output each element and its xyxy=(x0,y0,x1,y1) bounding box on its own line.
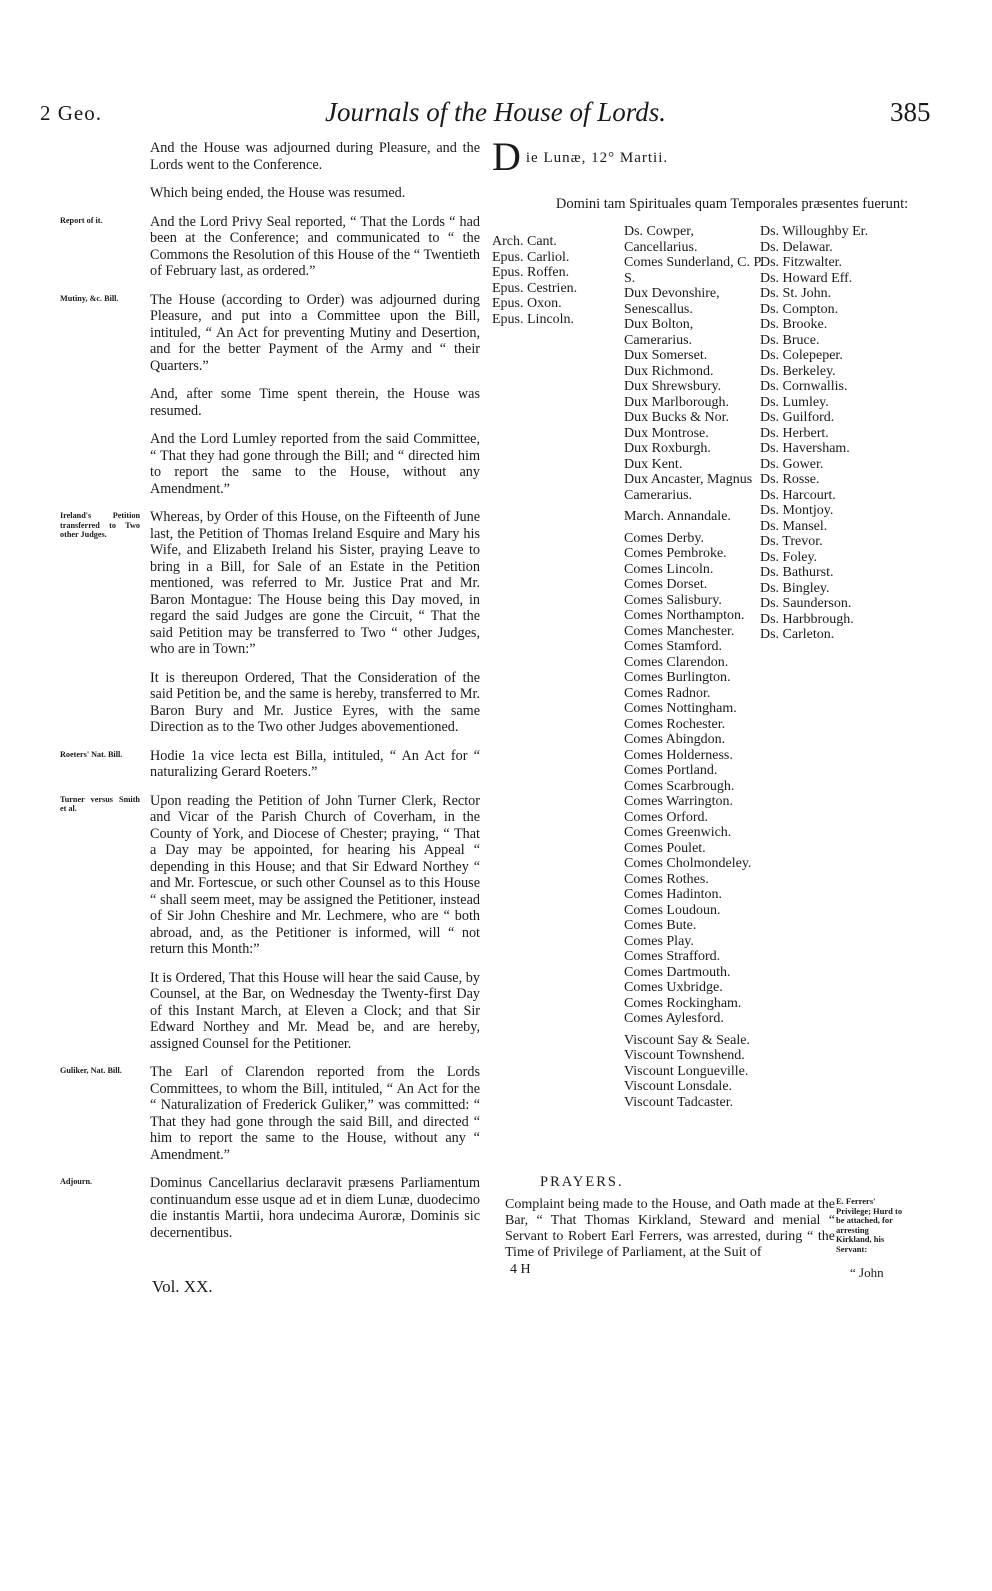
lord-entry: Dux Kent. xyxy=(624,456,683,472)
lord-entry: Ds. Bingley. xyxy=(760,580,830,596)
entry-paragraph xyxy=(60,291,480,375)
lord-entry: Comes Clarendon. xyxy=(624,654,729,670)
lord-entry: Dux Bolton, Camerarius. xyxy=(624,317,694,348)
lord-entry: Ds. Carleton. xyxy=(760,627,835,642)
lord-entry: Comes Greenwich. xyxy=(624,825,732,840)
lord-entry: Comes Dorset. xyxy=(624,577,708,592)
lord-entry: Comes Bute. xyxy=(624,918,697,933)
entry-paragraph xyxy=(60,1064,480,1163)
complaint-paragraph: Complaint being made to the House, and Oath made at the Bar, “ That Thomas Kirkland, Steward and menial “ Servant to Robert Earl Ferrers, was arrested, during “ the Time of Privilege of Parliament, at the Suit of xyxy=(505,1197,835,1260)
entry-paragraph xyxy=(60,509,480,658)
entry-text: Dominus Cancellarius declaravit præsens Parliamentum continuandum esse usque ad et in diem Lunæ, duodecimo die instantis Martii, hora undecima Auroræ, Dominis sic decernentibus. xyxy=(150,1175,480,1241)
lord-entry: Comes Pembroke. xyxy=(624,546,727,561)
lord-entry: Dux Bucks & Nor. xyxy=(624,410,729,425)
lord-entry: Ds. Bruce. xyxy=(760,332,820,348)
entry-paragraph xyxy=(150,431,480,497)
lord-entry: Ds. Rosse. xyxy=(760,472,820,487)
lord-entry: Epus. Cestrien. xyxy=(492,280,578,296)
lord-entry: Comes Abingdon. xyxy=(624,732,726,747)
entry-text: It is thereupon Ordered, That the Consideration of the said Petition be, and the same is hereby, transferred to Mr. Baron Bury and Mr. Justice Eyres, with the same Direction as to the Two other Judges abovementioned. xyxy=(150,669,480,735)
lord-entry: Viscount Townshend. xyxy=(624,1048,745,1063)
entry-paragraph xyxy=(60,747,480,781)
margin-note: Mutiny, &c. Bill. xyxy=(60,293,119,303)
entry-paragraph xyxy=(150,386,480,419)
lord-entry: Ds. Gower. xyxy=(760,456,824,472)
lord-entry: Viscount Tadcaster. xyxy=(624,1094,734,1110)
margin-note: Turner versus Smith et al. xyxy=(60,794,140,813)
lord-entry: Ds. Montjoy. xyxy=(760,503,834,518)
prayers-heading: PRAYERS. xyxy=(540,1174,624,1190)
entry-paragraph xyxy=(60,1175,480,1241)
lord-entry: Dux Devonshire, Senescallus. xyxy=(624,286,720,317)
lord-entry: Ds. Harbbrough. xyxy=(760,611,854,627)
lord-entry: Comes Poulet. xyxy=(624,840,706,856)
sitting-date: Die Lunæ, 12° Martii. xyxy=(492,134,669,179)
lord-entry: Ds. Bathurst. xyxy=(760,565,834,580)
lord-entry: Comes Rochester. xyxy=(624,716,726,732)
margin-note: Adjourn. xyxy=(60,1177,93,1186)
lord-entry: Epus. Carliol. xyxy=(492,249,570,265)
lord-entry: Ds. Fitzwalter. xyxy=(760,255,843,270)
entry-text: And the House was adjourned during Pleasure, and the Lords went to the Conference. xyxy=(150,140,480,173)
lord-entry: Ds. Berkeley. xyxy=(760,363,836,379)
lord-entry: Comes Rothes. xyxy=(624,871,709,887)
lord-entry: Ds. Compton. xyxy=(760,301,839,317)
lord-entry: Ds. Saunderson. xyxy=(760,596,852,611)
lord-entry: Comes Nottingham. xyxy=(624,701,737,716)
entry-paragraph xyxy=(60,213,480,280)
entry-text: And, after some Time spent therein, the House was resumed. xyxy=(150,386,480,419)
lord-entry: Ds. St. John. xyxy=(760,286,832,301)
lord-entry: Ds. Guilford. xyxy=(760,410,835,425)
lord-entry: Comes Uxbridge. xyxy=(624,980,723,995)
lord-entry: Ds. Brooke. xyxy=(760,317,828,332)
attendance-list xyxy=(492,224,972,1204)
margin-note: Roeters' Nat. Bill. xyxy=(60,749,123,759)
lord-entry: Comes Sunderland, C. P. S. xyxy=(624,255,764,286)
lord-entry: Ds. Trevor. xyxy=(760,534,823,549)
lord-entry: Comes Cholmondeley. xyxy=(624,856,752,871)
entry-text: Which being ended, the House was resumed. xyxy=(150,185,406,201)
lord-entry: Dux Marlborough. xyxy=(624,394,729,410)
margin-note: Report of it. xyxy=(60,215,103,225)
lord-entry: Comes Scarbrough. xyxy=(624,778,735,794)
lord-entry: Arch. Cant. xyxy=(492,234,557,249)
entry-text: And the Lord Lumley reported from the said Committee, “ That they had gone through the Bill; and “ directed him to report the same to the House, without any Amendment.” xyxy=(150,431,480,497)
entry-paragraph xyxy=(150,970,480,1053)
catchword: “ John xyxy=(850,1265,884,1280)
lord-entry: Viscount Longueville. xyxy=(624,1063,749,1079)
lord-entry: Comes Holderness. xyxy=(624,747,733,763)
lord-entry: Comes Play. xyxy=(624,933,694,949)
lord-entry: Dux Montrose. xyxy=(624,425,709,441)
entry-text: Upon reading the Petition of John Turner Clerk, Rector and Vicar of the Parish Church of Coverham, in the County of York, and Diocese of Chester; praying, “ That a Day may be appointed, for hearing his Appeal “ depending in this House; and that Sir Edward Northey “ and Mr. Fortescue, or such other Counsel as to this House “ shall seem meet, may be assigned the Petitioner, instead of Sir John Cheshire and Mr. Lechmere, who are “ both abroad, and, as the Petitioner is informed, will “ not return this Month:” xyxy=(150,792,480,957)
lord-entry: Comes Loudoun. xyxy=(624,902,721,918)
lord-entry: Comes Lincoln. xyxy=(624,561,714,577)
entry-text: Whereas, by Order of this House, on the Fifteenth of June last, the Petition of Thomas Ireland Esquire and Mary his Wife, and Elizabeth Ireland his Sister, praying Leave to bring in a Bill, for Sale of an Estate in the Petition mentioned, was referred to Mr. Justice Prat and Mr. Baron Montague: The House being this Day moved, in regard the said Judges are gone the Circuit, “ That the said Petition may be transferred to Two “ other Judges, who are in Town:” xyxy=(150,509,480,657)
entry-text: Hodie 1a vice lecta est Billa, intituled, “ An Act for “ naturalizing Gerard Roeters.” xyxy=(150,747,480,780)
lord-entry: Ds. Howard Eff. xyxy=(760,270,853,286)
lord-entry: Ds. Haversham. xyxy=(760,441,850,456)
header-title: Journals of the House of Lords. xyxy=(325,97,667,127)
entry-paragraph xyxy=(150,140,480,173)
lord-entry: Ds. Lumley. xyxy=(760,394,829,410)
lord-entry: Comes Rockingham. xyxy=(624,995,742,1011)
lord-entry: Comes Stamford. xyxy=(624,639,722,654)
lord-entry: Dux Somerset. xyxy=(624,348,708,363)
lord-entry: Comes Dartmouth. xyxy=(624,964,731,980)
lord-entry: Comes Strafford. xyxy=(624,949,721,964)
lord-entry: Comes Burlington. xyxy=(624,670,731,685)
lord-entry: Ds. Harcourt. xyxy=(760,487,836,503)
lord-entry: Dux Roxburgh. xyxy=(624,441,711,456)
lord-entry: Viscount Lonsdale. xyxy=(624,1079,733,1094)
lord-entry: Comes Warrington. xyxy=(624,794,734,809)
lord-entry: Ds. Mansel. xyxy=(760,518,828,534)
page-number: 385 xyxy=(890,97,931,127)
header-left: 2 Geo. xyxy=(40,101,102,125)
page-header xyxy=(0,95,992,131)
entry-text: The House (according to Order) was adjourned during Pleasure, and put into a Committee upon the Bill, intituled, “ An Act for preventing Mutiny and Desertion, and for the better Payment of the Army and “ their Quarters.” xyxy=(150,291,480,374)
lord-entry: Ds. Foley. xyxy=(760,549,818,565)
lord-entry: Comes Portland. xyxy=(624,763,718,778)
entry-text: And the Lord Privy Seal reported, “ That the Lords “ had been at the Conference; and communicated to “ the Commons the Resolution of this House of the “ Twentieth of February last, as ordered.” xyxy=(150,213,480,279)
attendance-barons xyxy=(760,224,890,643)
attendance-temporal xyxy=(624,224,764,1110)
lord-entry: Ds. Cornwallis. xyxy=(760,379,848,394)
lord-entry: Ds. Cowper, Cancellarius. xyxy=(624,224,698,255)
attendance-spiritual xyxy=(492,234,612,327)
lord-entry: Viscount Say & Seale. xyxy=(624,1032,750,1048)
margin-note: Ireland's Petition transferred to Two other Judges. xyxy=(60,511,140,539)
lord-entry: Comes Radnor. xyxy=(624,685,711,701)
lord-entry: Ds. Colepeper. xyxy=(760,348,843,363)
lord-entry: Epus. Lincoln. xyxy=(492,311,575,327)
signature-mark: 4 H xyxy=(510,1262,531,1277)
lord-entry: March. Annandale. xyxy=(624,509,731,524)
entry-paragraph xyxy=(60,792,480,958)
lord-entry: Epus. Roffen. xyxy=(492,265,570,280)
lord-entry: Ds. Willoughby Er. xyxy=(760,224,869,239)
lord-entry: Comes Manchester. xyxy=(624,623,735,639)
attendance-heading: Domini tam Spirituales quam Temporales præsentes fuerunt: xyxy=(555,196,909,212)
entry-text: It is Ordered, That this House will hear the said Cause, by Counsel, at the Bar, on Wednesday the Twenty-first Day of this Instant March, at Eleven a Clock; and that Sir Edward Northey and Mr. Mead be, and are hereby, assigned Counsel for the Petitioner. xyxy=(150,969,480,1052)
lord-entry: Ds. Delawar. xyxy=(760,239,833,255)
lord-entry: Comes Northampton. xyxy=(624,608,745,623)
lord-entry: Dux Richmond. xyxy=(624,363,714,379)
lord-entry: Comes Salisbury. xyxy=(624,592,722,608)
volume-label: Vol. XX. xyxy=(152,1277,213,1296)
lord-entry: Dux Ancaster, Magnus Camerarius. xyxy=(624,472,753,503)
entry-text: The Earl of Clarendon reported from the Lords Committees, to whom the Bill, intituled, “ An Act for the “ Naturalization of Frederick Guliker,” was committed: “ That they had gone through the said Bill, and directed “ him to report the same to the House, without any “ Amendment.” xyxy=(150,1064,480,1163)
entry-paragraph xyxy=(150,185,480,202)
lord-entry: Dux Shrewsbury. xyxy=(624,379,722,394)
complaint-margin-note: E. Ferrers' Privilege; Hurd to be attached, for arresting Kirkland, his Servant: xyxy=(836,1196,903,1254)
margin-note: Guliker, Nat. Bill. xyxy=(60,1066,122,1075)
right-column xyxy=(492,134,972,1204)
left-column xyxy=(60,140,480,1253)
lord-entry: Comes Orford. xyxy=(624,809,708,825)
lord-entry: Epus. Oxon. xyxy=(492,296,562,311)
lord-entry: Ds. Herbert. xyxy=(760,425,829,441)
entry-paragraph xyxy=(150,670,480,736)
lord-entry: Comes Derby. xyxy=(624,530,704,546)
lord-entry: Comes Aylesford. xyxy=(624,1011,724,1026)
lord-entry: Comes Hadinton. xyxy=(624,887,722,902)
